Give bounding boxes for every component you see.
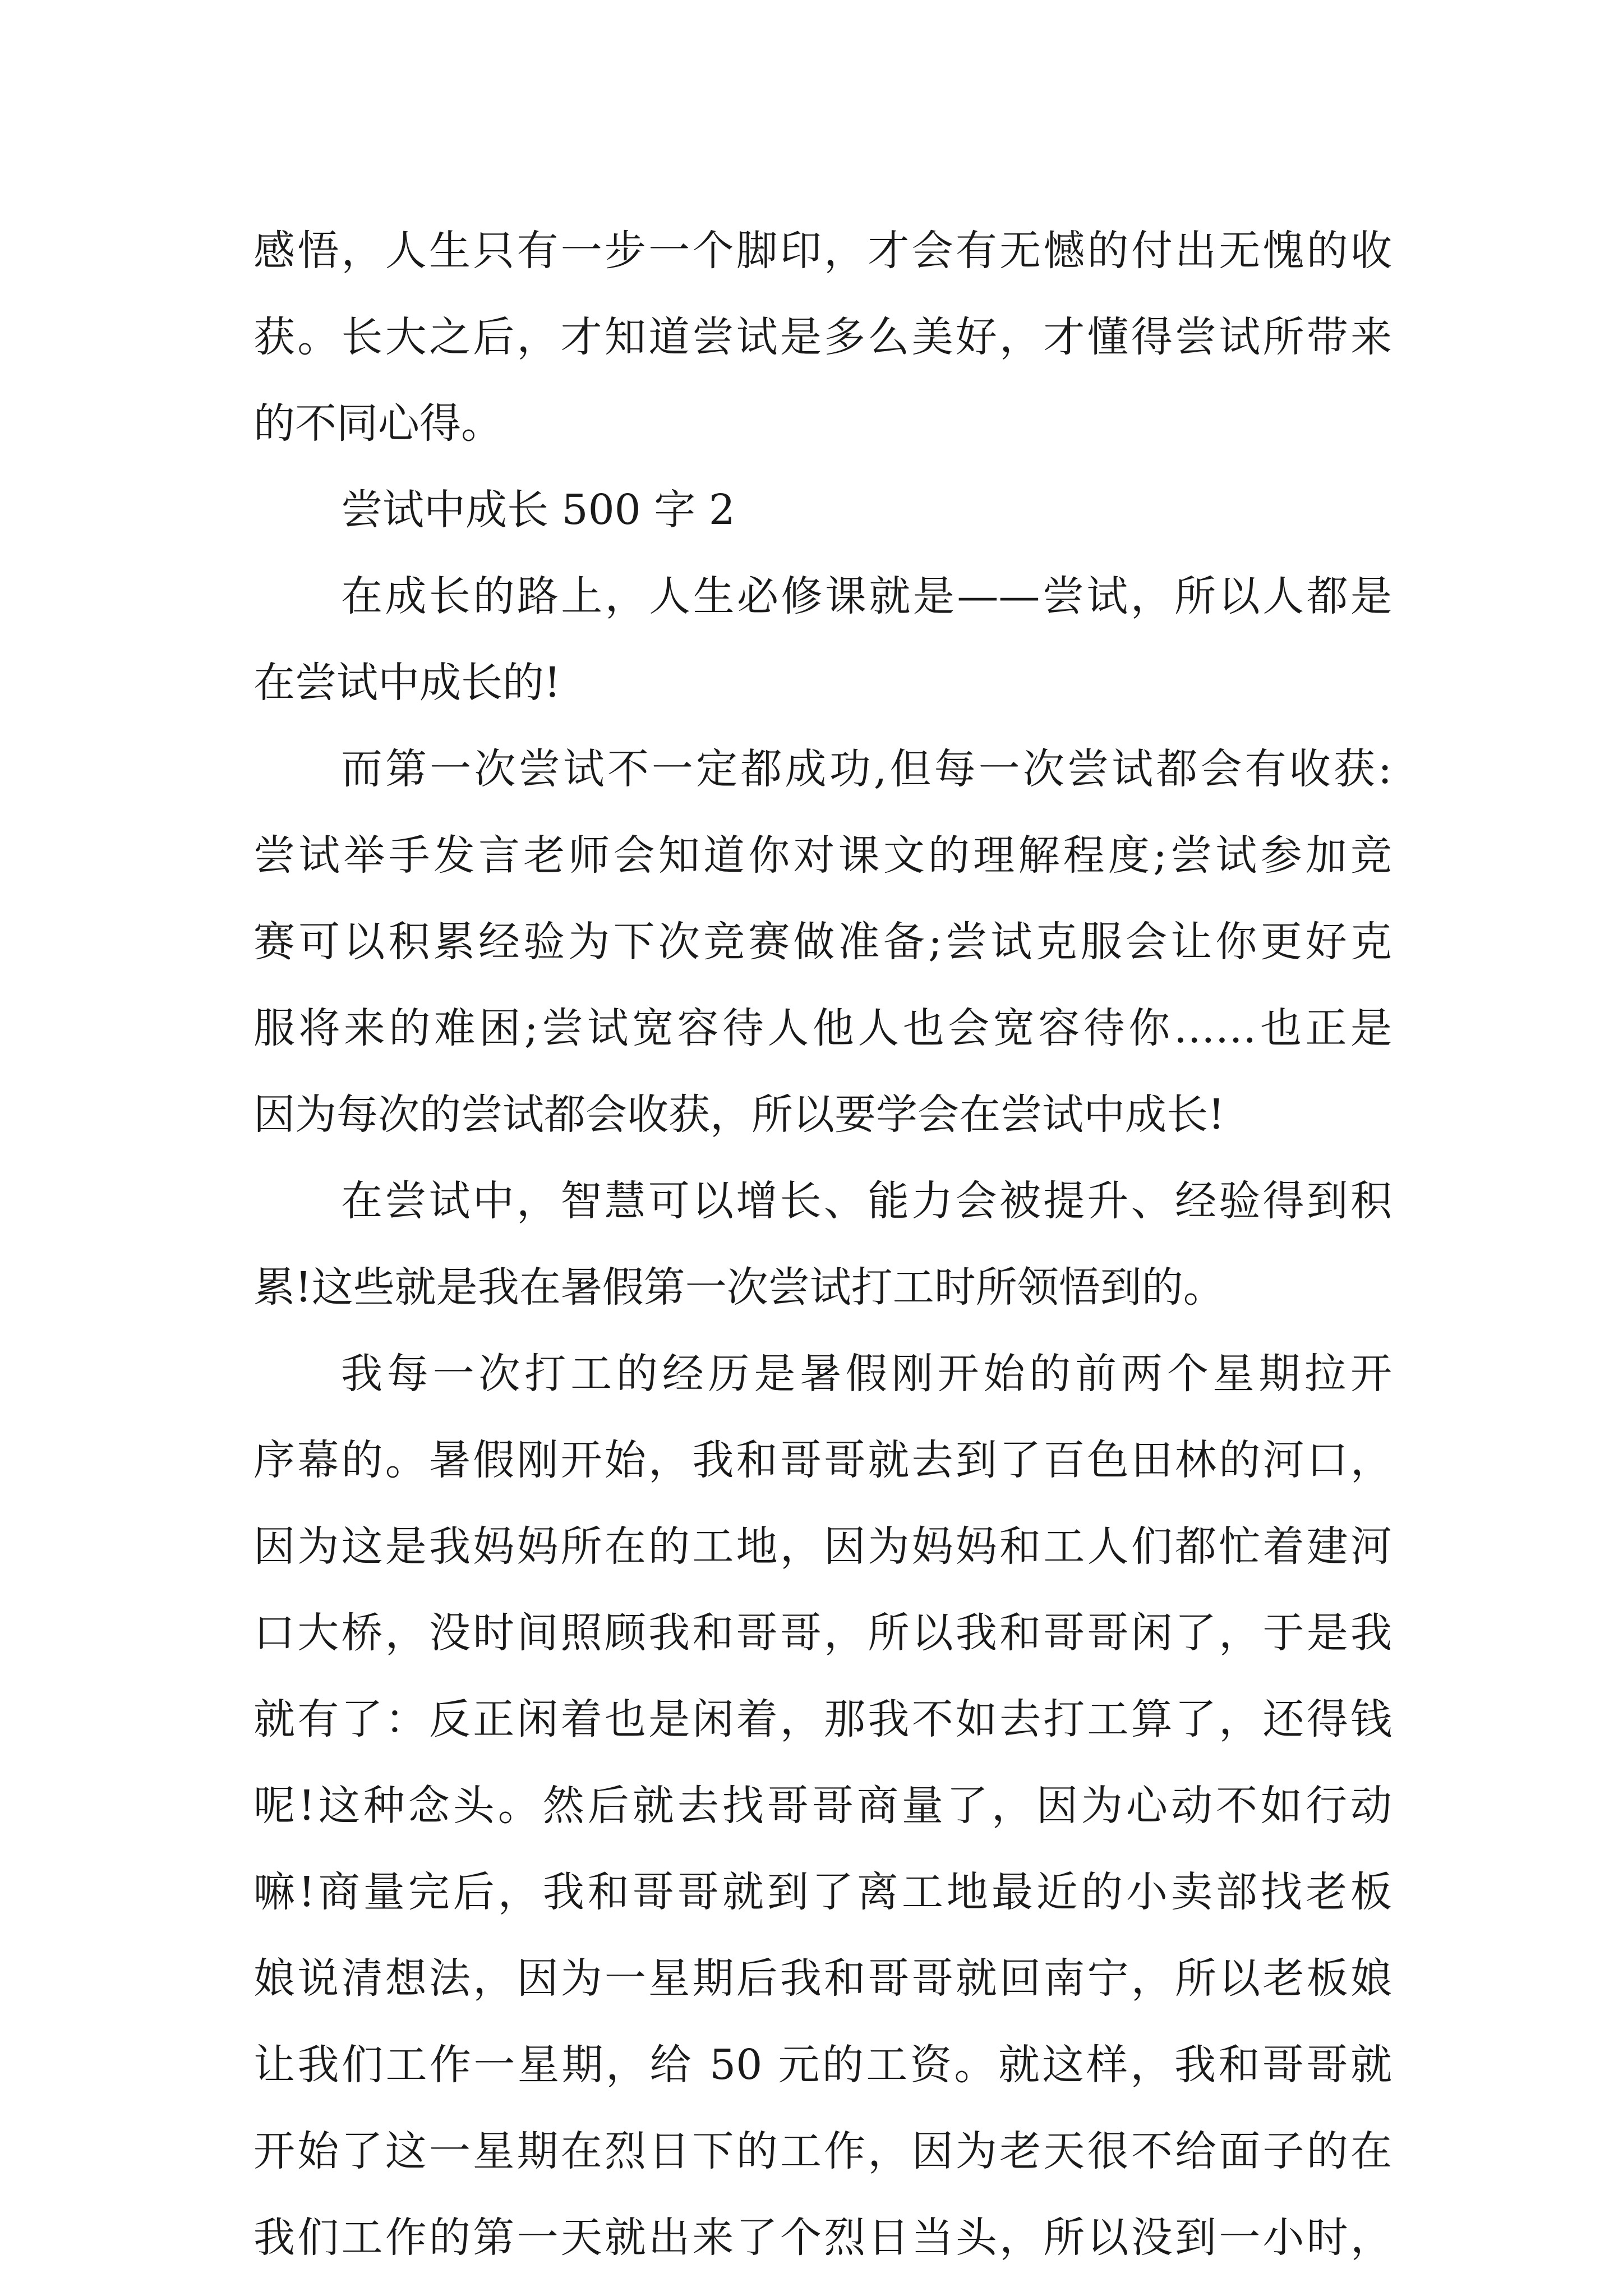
document-page — [253, 208, 1392, 2281]
text-line: 在尝试中，智慧可以增长、能力会被提升、经验得到积 — [341, 1177, 1392, 1225]
text-line: 因为每次的尝试都会收获，所以要学会在尝试中成长! — [253, 1091, 1225, 1139]
text-line: 娘说清想法，因为一星期后我和哥哥就回南宁，所以老板娘 — [253, 1954, 1392, 2003]
text-line: 我每一次打工的经历是暑假刚开始的前两个星期拉开 — [341, 1350, 1392, 1398]
text-line: 感悟，人生只有一步一个脚印，才会有无憾的付出无愧的收 — [253, 227, 1392, 275]
text-line: 获。长大之后，才知道尝试是多么美好，才懂得尝试所带来 — [253, 313, 1392, 361]
text-line: 因为这是我妈妈所在的工地，因为妈妈和工人们都忙着建河 — [253, 1522, 1392, 1571]
text-line: 服将来的难困;尝试宽容待人他人也会宽容待你……也正是 — [253, 1004, 1392, 1052]
text-line: 尝试举手发言老师会知道你对课文的理解程度;尝试参加竞 — [253, 831, 1392, 880]
text-line: 开始了这一星期在烈日下的工作，因为老天很不给面子的在 — [253, 2127, 1392, 2175]
text-line: 的不同心得。 — [253, 399, 502, 448]
text-line: 赛可以积累经验为下次竞赛做准备;尝试克服会让你更好克 — [253, 918, 1392, 966]
text-line: 口大桥，没时间照顾我和哥哥，所以我和哥哥闲了，于是我 — [253, 1609, 1392, 1657]
text-line: 序幕的。暑假刚开始，我和哥哥就去到了百色田林的河口， — [253, 1436, 1392, 1484]
text-line: 累!这些就是我在暑假第一次尝试打工时所领悟到的。 — [253, 1263, 1225, 1312]
text-line: 我们工作的第一天就出来了个烈日当头，所以没到一小时， — [253, 2214, 1392, 2262]
text-line: 就有了：反正闲着也是闲着，那我不如去打工算了，还得钱 — [253, 1695, 1392, 1743]
text-line: 尝试中成长 500 字 2 — [341, 486, 735, 534]
text-line: 在尝试中成长的! — [253, 659, 561, 707]
text-line: 呢!这种念头。然后就去找哥哥商量了，因为心动不如行动 — [253, 1782, 1392, 1830]
text-line: 嘛!商量完后，我和哥哥就到了离工地最近的小卖部找老板 — [253, 1868, 1392, 1916]
text-line: 让我们工作一星期，给 50 元的工资。就这样，我和哥哥就 — [253, 2041, 1392, 2089]
text-line: 而第一次尝试不一定都成功,但每一次尝试都会有收获: — [341, 745, 1392, 793]
text-line: 在成长的路上，人生必修课就是——尝试，所以人都是 — [341, 572, 1392, 620]
